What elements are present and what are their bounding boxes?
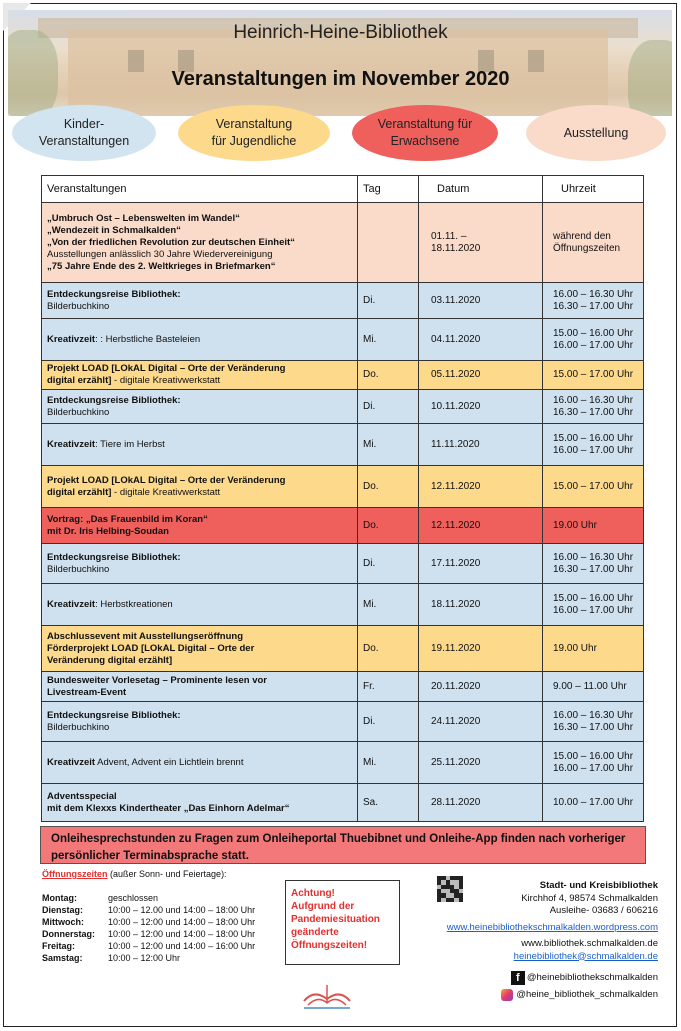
event-day: Mi. [358,742,419,784]
facebook-icon: f [511,971,525,985]
opening-hours [42,868,282,964]
event-line-suffix: Advent, Advent ein Lichtlein brennt [95,756,244,768]
event-day: Sa. [358,784,419,822]
event-cell [42,424,358,466]
event-line: Bilderbuchkino [47,563,110,575]
event-cell [42,319,358,361]
contact-block [420,880,658,1002]
event-cell [42,203,358,283]
hours-row [42,904,282,916]
page-title: Veranstaltungen im November 2020 [171,68,510,90]
category-kinder [12,105,156,161]
event-line: Adventsspecial [47,790,117,802]
table-row [42,361,644,390]
event-date: 03.11.2020 [419,283,543,319]
event-date: 04.11.2020 [419,319,543,361]
events-table [41,175,644,822]
hours-time: 10:00 – 12:00 und 14:00 – 18:00 Uhr [108,929,256,939]
event-line: digital erzählt] [47,486,112,498]
event-cell [42,784,358,822]
library-name: Heinrich-Heine-Bibliothek [233,22,448,43]
event-day [358,203,419,283]
contact-address: Kirchhof 4, 98574 Schmalkalden [521,892,658,904]
event-line-suffix: : Tiere im Herbst [95,438,165,450]
hours-day: Mittwoch: [42,917,84,927]
table-row [42,544,644,584]
event-line: Projekt LOAD [LOkAL Digital – Orte der Veränderung [47,363,286,374]
table-row [42,424,644,466]
event-time: 16.00 – 16.30 Uhr 16.30 – 17.00 Uhr [543,283,644,319]
event-line: digital erzählt] [47,375,112,386]
event-line-suffix: - digitale Kreativwerkstatt [111,375,221,386]
event-line: Projekt LOAD [LOkAL Digital – Orte der Veränderung [47,474,286,486]
hours-time: 10:00 – 12:00 und 14:00 – 18:00 Uhr [108,917,256,927]
event-line-suffix: - digitale Kreativwerkstatt [111,486,221,498]
hours-time: 10:00 – 12:00 Uhr [108,953,181,963]
event-cell [42,390,358,424]
category-label: Veranstaltung für Erwachsene [377,117,473,148]
event-cell [42,544,358,584]
table-row [42,584,644,626]
event-date: 28.11.2020 [419,784,543,822]
event-line: „Von der friedlichen Revolution zur deutschen Einheit“ [47,236,295,248]
event-line: Entdeckungsreise Bibliothek: [47,394,181,406]
event-line: mit dem Klexxs Kindertheater „Das Einhorn Adelmar“ [47,802,290,814]
website-text: www.bibliothek.schmalkalden.de [521,938,658,949]
table-row [42,742,644,784]
event-line: Kreativzeit [47,438,96,450]
event-line: Entdeckungsreise Bibliothek: [47,551,181,563]
event-time: 15.00 – 17.00 Uhr [543,361,644,390]
event-line: Förderprojekt LOAD [LOkAL Digital – Orte der [47,642,255,654]
table-row [42,319,644,361]
facebook-handle[interactable]: @heinebibliothekschmalkalden [526,971,658,983]
event-line: Abschlussevent mit Ausstellungseröffnung [47,630,244,642]
pandemic-notice: Achtung! Aufgrund der Pandemiesituation geänderte Öffnungszeiten! [285,880,400,965]
category-jugendliche [178,105,330,161]
event-line: „Wendezeit in Schmalkalden“ [47,224,181,236]
table-row [42,390,644,424]
hours-day: Freitag: [42,941,76,951]
event-line: Veränderung digital erzählt] [47,654,173,666]
hours-row [42,928,282,940]
hours-day: Dienstag: [42,905,84,915]
table-row [42,283,644,319]
event-date: 20.11.2020 [419,672,543,702]
event-cell [42,466,358,508]
hours-time: geschlossen [108,893,159,903]
hours-day: Samstag: [42,953,83,963]
event-line: Kreativzeit [47,333,96,345]
event-date: 11.11.2020 [419,424,543,466]
event-line-suffix: : : Herbstliche Basteleien [95,333,201,345]
header-time: Uhrzeit [543,176,644,203]
contact-phone: Ausleihe- 03683 / 606216 [549,905,658,916]
event-time: 15.00 – 16.00 Uhr 16.00 – 17.00 Uhr [543,424,644,466]
event-line: Kreativzeit [47,756,96,768]
event-line: Kreativzeit [47,598,96,610]
event-line: mit Dr. Iris Helbing-Soudan [47,525,169,537]
event-day: Do. [358,508,419,544]
event-cell [42,508,358,544]
event-day: Mi. [358,584,419,626]
event-date: 01.11. – 18.11.2020 [419,203,543,283]
blog-link[interactable]: www.heinebibliothekschmalkalden.wordpress.com [446,921,658,933]
event-date: 12.11.2020 [419,508,543,544]
hours-day: Montag: [42,893,77,903]
category-erwachsene [352,105,498,161]
event-day: Mi. [358,319,419,361]
email-link[interactable]: heinebibliothek@schmalkalden.de [513,950,658,962]
event-date: 19.11.2020 [419,626,543,672]
event-line: Vortrag: „Das Frauenbild im Koran“ [47,513,208,525]
table-row [42,203,644,283]
event-date: 12.11.2020 [419,466,543,508]
onleihe-notice: Onleihesprechstunden zu Fragen zum Onleiheportal Thuebibnet und Onleihe-App finden nach vorheriger persönlicher Terminabsprache statt. [40,826,646,864]
event-time: 15.00 – 16.00 Uhr 16.00 – 17.00 Uhr [543,319,644,361]
table-row [42,466,644,508]
hours-row [42,916,282,928]
event-cell [42,626,358,672]
event-time: 15.00 – 16.00 Uhr 16.00 – 17.00 Uhr [543,742,644,784]
event-cell [42,283,358,319]
hours-time: 10:00 – 12.00 und 14:00 – 18:00 Uhr [108,905,256,915]
event-time: 19.00 Uhr [543,508,644,544]
table-row [42,672,644,702]
event-cell [42,702,358,742]
instagram-icon [501,989,513,1001]
event-day: Fr. [358,672,419,702]
event-time: 16.00 – 16.30 Uhr 16.30 – 17.00 Uhr [543,544,644,584]
header-day: Tag [358,176,419,203]
event-line: Entdeckungsreise Bibliothek: [47,709,181,721]
event-line: Bilderbuchkino [47,406,110,418]
event-day: Di. [358,283,419,319]
table-header-row [42,176,644,203]
event-line: „Umbruch Ost – Lebenswelten im Wandel“ [47,212,240,224]
event-time: 10.00 – 17.00 Uhr [543,784,644,822]
header-date: Datum [419,176,543,203]
event-day: Do. [358,626,419,672]
hours-row [42,940,282,952]
event-line: Bilderbuchkino [47,721,110,733]
event-line-suffix: : Herbstkreationen [95,598,173,610]
event-line: Bilderbuchkino [47,300,110,312]
category-ausstellung [526,105,666,161]
event-time: 15.00 – 17.00 Uhr [543,466,644,508]
header-events: Veranstaltungen [42,176,358,203]
library-logo [300,975,354,1011]
hours-note: (außer Sonn- und Feiertage): [107,869,227,879]
event-day: Di. [358,544,419,584]
event-date: 10.11.2020 [419,390,543,424]
category-label: Kinder- Veranstaltungen [38,117,130,148]
event-date: 17.11.2020 [419,544,543,584]
event-date: 24.11.2020 [419,702,543,742]
table-row [42,626,644,672]
event-day: Di. [358,390,419,424]
event-time: 16.00 – 16.30 Uhr 16.30 – 17.00 Uhr [543,702,644,742]
event-cell [42,361,358,390]
event-time: 9.00 – 11.00 Uhr [543,672,644,702]
table-row [42,508,644,544]
contact-name: Stadt- und Kreisbibliothek [539,880,658,891]
event-day: Mi. [358,424,419,466]
hours-row [42,892,282,904]
instagram-handle[interactable]: @heine_bibliothek_schmalkalden [516,989,658,1000]
category-label: Ausstellung [563,125,629,140]
event-line: „75 Jahre Ende des 2. Weltkrieges in Briefmarken“ [47,260,276,272]
event-day: Di. [358,702,419,742]
event-line: Entdeckungsreise Bibliothek: [47,288,181,300]
event-cell [42,584,358,626]
hours-title: Öffnungszeiten [42,869,108,879]
hours-day: Donnerstag: [42,929,96,939]
event-line: Livestream-Event [47,686,127,698]
event-day: Do. [358,466,419,508]
table-row [42,702,644,742]
hours-row [42,952,282,964]
table-row [42,784,644,822]
event-time: 15.00 – 16.00 Uhr 16.00 – 17.00 Uhr [543,584,644,626]
event-line: Ausstellungen anlässlich 30 Jahre Wiedervereinigung [47,248,273,260]
event-cell [42,672,358,702]
event-date: 25.11.2020 [419,742,543,784]
event-line: Bundesweiter Vorlesetag – Prominente lesen vor [47,674,267,686]
event-day: Do. [358,361,419,390]
event-time: 19.00 Uhr [543,626,644,672]
category-label: Veranstaltung für Jugendliche [211,117,297,148]
event-time: 16.00 – 16.30 Uhr 16.30 – 17.00 Uhr [543,390,644,424]
event-time: während den Öffnungszeiten [543,203,644,283]
hours-time: 10:00 – 12:00 und 14:00 – 16:00 Uhr [108,941,256,951]
event-cell [42,742,358,784]
event-date: 18.11.2020 [419,584,543,626]
event-date: 05.11.2020 [419,361,543,390]
